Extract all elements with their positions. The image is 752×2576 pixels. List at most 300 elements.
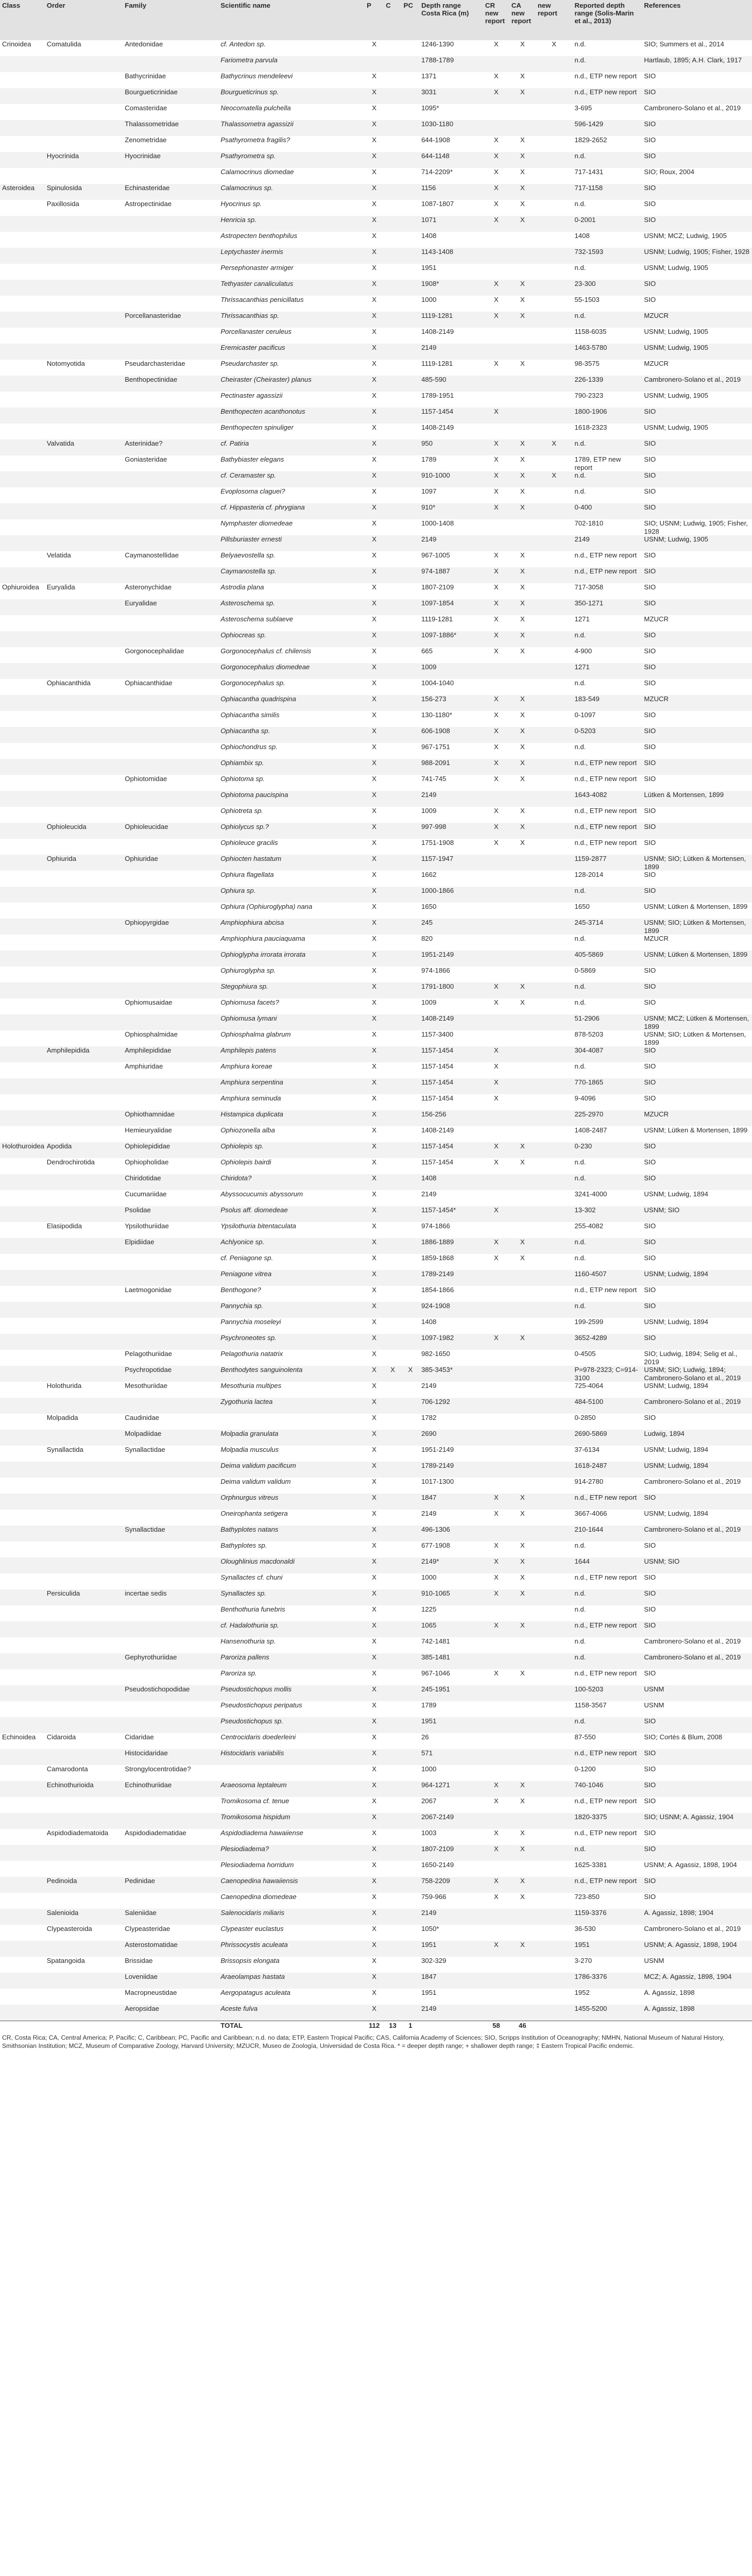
cell-cr-new-report xyxy=(483,1174,509,1190)
cell-ca-new-report: X xyxy=(509,583,536,599)
cell-order xyxy=(45,392,123,408)
cell-pacific: X xyxy=(365,599,384,615)
cell-new-report xyxy=(536,1126,573,1142)
cell-caribbean xyxy=(384,1126,401,1142)
cell-references: MZUCR xyxy=(642,935,752,951)
cell-reported-depth: n.d. xyxy=(572,1158,642,1174)
cell-scientific-name: Molpadia granulata xyxy=(218,1430,365,1446)
table-row xyxy=(0,439,752,455)
cell-pacific-caribbean xyxy=(402,168,419,184)
cell-pacific: X xyxy=(365,1861,384,1877)
cell-caribbean xyxy=(384,679,401,695)
cell-family xyxy=(123,487,218,503)
total-row xyxy=(0,2021,752,2031)
cell-new-report: X xyxy=(536,40,573,56)
cell-reported-depth: n.d., ETP new report xyxy=(572,1286,642,1302)
cell-caribbean xyxy=(384,1078,401,1094)
cell-reported-depth: n.d., ETP new report xyxy=(572,839,642,855)
cell-scientific-name: Benthopecten spinuliger xyxy=(218,423,365,439)
cell-reported-depth: 2690-5869 xyxy=(572,1430,642,1446)
cell-pacific: X xyxy=(365,1605,384,1621)
cell-depth-range: 1751-1908 xyxy=(419,839,483,855)
cell-pacific-caribbean xyxy=(402,1637,419,1653)
cell-caribbean xyxy=(384,743,401,759)
cell-pacific: X xyxy=(365,1046,384,1062)
cell-caribbean xyxy=(384,344,401,360)
cell-family xyxy=(123,1637,218,1653)
cell-caribbean xyxy=(384,1222,401,1238)
cell-order xyxy=(45,88,123,104)
cell-cr-new-report: X xyxy=(483,1797,509,1813)
cell-ca-new-report: X xyxy=(509,280,536,296)
table-row xyxy=(0,88,752,104)
cell-pacific-caribbean xyxy=(402,1845,419,1861)
cell-new-report xyxy=(536,104,573,120)
cell-references: SIO xyxy=(642,663,752,679)
cell-family xyxy=(123,711,218,727)
table-row xyxy=(0,1078,752,1094)
cell-references: SIO xyxy=(642,296,752,312)
cell-references: Cambronero-Solano et al., 2019 xyxy=(642,1478,752,1494)
cell-scientific-name: Araeolampas hastata xyxy=(218,1973,365,1989)
cell-family: Echinasteridae xyxy=(123,184,218,200)
cell-scientific-name: Calamocrinus diomedae xyxy=(218,168,365,184)
cell-reported-depth: 350-1271 xyxy=(572,599,642,615)
cell-order xyxy=(45,695,123,711)
cell-class xyxy=(0,1685,45,1701)
cell-family xyxy=(123,264,218,280)
cell-references: SIO xyxy=(642,1573,752,1589)
cell-references: SIO xyxy=(642,887,752,903)
cell-pacific-caribbean xyxy=(402,1430,419,1446)
cell-ca-new-report: X xyxy=(509,727,536,743)
cell-references: USNM; Lütken & Mortensen, 1899 xyxy=(642,903,752,919)
table-row xyxy=(0,1797,752,1813)
cell-cr-new-report: X xyxy=(483,360,509,376)
cell-pacific: X xyxy=(365,392,384,408)
table-row xyxy=(0,615,752,631)
cell-new-report xyxy=(536,1014,573,1030)
cell-ca-new-report: X xyxy=(509,152,536,168)
cell-caribbean xyxy=(384,1909,401,1925)
table-row xyxy=(0,312,752,328)
cell-reported-depth: 4-900 xyxy=(572,647,642,663)
cell-new-report xyxy=(536,328,573,344)
cell-family: Macropneustidae xyxy=(123,1989,218,2005)
cell-pacific: X xyxy=(365,1526,384,1541)
cell-new-report xyxy=(536,1030,573,1046)
cell-family xyxy=(123,1302,218,1318)
cell-depth-range: 1065 xyxy=(419,1621,483,1637)
cell-reported-depth: n.d. xyxy=(572,631,642,647)
cell-class xyxy=(0,1829,45,1845)
cell-caribbean xyxy=(384,1014,401,1030)
cell-pacific: X xyxy=(365,583,384,599)
cell-class xyxy=(0,727,45,743)
cell-depth-range: 758-2209 xyxy=(419,1877,483,1893)
cell-ca-new-report: X xyxy=(509,1589,536,1605)
cell-caribbean xyxy=(384,392,401,408)
cell-order xyxy=(45,280,123,296)
table-row xyxy=(0,40,752,56)
table-row xyxy=(0,1909,752,1925)
cell-ca-new-report xyxy=(509,1957,536,1973)
table-row xyxy=(0,1062,752,1078)
table-row xyxy=(0,1557,752,1573)
cell-order xyxy=(45,1685,123,1701)
cell-caribbean xyxy=(384,168,401,184)
cell-reported-depth: 183-549 xyxy=(572,695,642,711)
cell-reported-depth: 255-4082 xyxy=(572,1222,642,1238)
cell-class xyxy=(0,1494,45,1510)
cell-new-report xyxy=(536,1398,573,1414)
cell-scientific-name: Tethyaster canaliculatus xyxy=(218,280,365,296)
table-row xyxy=(0,1733,752,1749)
cell-depth-range: 1791-1800 xyxy=(419,982,483,998)
table-footnote: CR, Costa Rica; CA, Central America; P, Pacific; C, Caribbean; PC, Pacific and Caribbean; n.d. no data; ETP, Eastern Tropical Pacific; CAS, California Academy of Sciences; SIO, Scripps Institution of Oceanography; NMHN, National Museum of Natural History, Smithsonian Institution; MCZ, Museum of Comparative Zoology, Harvard University; MZUCR, Museo de Zoología, Universidad de Costa Rica. * = deeper depth range; + shallower depth range; ‡ Eastern Tropical Pacific endemic. xyxy=(2,2034,725,2049)
cell-new-report xyxy=(536,951,573,967)
cell-caribbean xyxy=(384,839,401,855)
cell-pacific: X xyxy=(365,1478,384,1494)
cell-class xyxy=(0,1941,45,1957)
cell-ca-new-report xyxy=(509,1765,536,1781)
cell-family xyxy=(123,168,218,184)
cell-scientific-name: Deima validum pacificum xyxy=(218,1462,365,1478)
cell-pacific: X xyxy=(365,759,384,775)
cell-references: SIO xyxy=(642,743,752,759)
cell-caribbean xyxy=(384,1110,401,1126)
cell-reported-depth: 1820-3375 xyxy=(572,1813,642,1829)
cell-references: SIO xyxy=(642,982,752,998)
cell-cr-new-report xyxy=(483,1398,509,1414)
cell-class xyxy=(0,1989,45,2005)
cell-family xyxy=(123,248,218,264)
cell-order xyxy=(45,1861,123,1877)
cell-new-report xyxy=(536,967,573,982)
cell-family: Cidaridae xyxy=(123,1733,218,1749)
cell-new-report xyxy=(536,1573,573,1589)
cell-pacific-caribbean xyxy=(402,1589,419,1605)
cell-order xyxy=(45,168,123,184)
cell-caribbean xyxy=(384,1765,401,1781)
cell-class xyxy=(0,919,45,935)
cell-cr-new-report xyxy=(483,1350,509,1366)
cell-new-report xyxy=(536,1973,573,1989)
cell-caribbean xyxy=(384,439,401,455)
table-row xyxy=(0,1478,752,1494)
cell-scientific-name: Histocidaris variabilis xyxy=(218,1749,365,1765)
cell-depth-range: 967-1751 xyxy=(419,743,483,759)
cell-pacific: X xyxy=(365,1941,384,1957)
cell-caribbean xyxy=(384,998,401,1014)
cell-reported-depth: 702-1810 xyxy=(572,519,642,535)
cell-pacific-caribbean xyxy=(402,376,419,392)
cell-class xyxy=(0,120,45,136)
cell-references: SIO xyxy=(642,1078,752,1094)
cell-references: MCZ; A. Agassiz, 1898, 1904 xyxy=(642,1973,752,1989)
cell-family: Antedonidae xyxy=(123,40,218,56)
column-header: Class xyxy=(0,0,45,40)
cell-pacific xyxy=(365,56,384,72)
cell-pacific-caribbean xyxy=(402,1158,419,1174)
cell-new-report xyxy=(536,887,573,903)
cell-class xyxy=(0,759,45,775)
cell-class xyxy=(0,1318,45,1334)
cell-depth-range: 974-1866 xyxy=(419,967,483,982)
cell-family: Bathycrinidae xyxy=(123,72,218,88)
cell-reported-depth: n.d. xyxy=(572,1845,642,1861)
cell-family xyxy=(123,1701,218,1717)
cell-references: USNM; Ludwig, 1905 xyxy=(642,423,752,439)
cell-new-report xyxy=(536,88,573,104)
cell-ca-new-report xyxy=(509,1350,536,1366)
cell-depth-range: 964-1271 xyxy=(419,1781,483,1797)
cell-new-report xyxy=(536,679,573,695)
table-row xyxy=(0,1174,752,1190)
cell-reported-depth: 36-530 xyxy=(572,1925,642,1941)
cell-class xyxy=(0,344,45,360)
cell-reported-depth: n.d. xyxy=(572,935,642,951)
table-row xyxy=(0,328,752,344)
cell-class xyxy=(0,1174,45,1190)
cell-reported-depth: 304-4087 xyxy=(572,1046,642,1062)
cell-ca-new-report xyxy=(509,1446,536,1462)
cell-order xyxy=(45,1478,123,1494)
cell-class xyxy=(0,392,45,408)
cell-reported-depth: 0-230 xyxy=(572,1142,642,1158)
cell-reported-depth: 717-3058 xyxy=(572,583,642,599)
cell-reported-depth: n.d., ETP new report xyxy=(572,1573,642,1589)
cell-order xyxy=(45,455,123,471)
cell-pacific-caribbean xyxy=(402,583,419,599)
cell-class xyxy=(0,1813,45,1829)
cell-caribbean xyxy=(384,1989,401,2005)
cell-caribbean xyxy=(384,935,401,951)
cell-family xyxy=(123,727,218,743)
cell-new-report xyxy=(536,136,573,152)
cell-reported-depth: 0-1200 xyxy=(572,1765,642,1781)
cell-class xyxy=(0,951,45,967)
cell-references: SIO; USNM; Ludwig, 1905; Fisher, 1928 xyxy=(642,519,752,535)
cell-references: USNM; SIO; Lütken & Mortensen, 1899 xyxy=(642,919,752,935)
cell-order: Molpadida xyxy=(45,1414,123,1430)
cell-new-report xyxy=(536,1941,573,1957)
cell-new-report xyxy=(536,503,573,519)
cell-class xyxy=(0,1797,45,1813)
column-header: Family xyxy=(123,0,218,40)
cell-order xyxy=(45,503,123,519)
cell-caribbean xyxy=(384,1286,401,1302)
cell-pacific-caribbean xyxy=(402,1126,419,1142)
cell-order: Echinothurioida xyxy=(45,1781,123,1797)
cell-pacific-caribbean xyxy=(402,775,419,791)
cell-order xyxy=(45,775,123,791)
cell-references: SIO xyxy=(642,599,752,615)
cell-ca-new-report: X xyxy=(509,1158,536,1174)
cell-references: USNM; Lütken & Mortensen, 1899 xyxy=(642,1126,752,1142)
cell-scientific-name: Belyaevostella sp. xyxy=(218,551,365,567)
cell-depth-range: 910* xyxy=(419,503,483,519)
cell-reported-depth: 225-2970 xyxy=(572,1110,642,1126)
cell-caribbean xyxy=(384,88,401,104)
cell-ca-new-report xyxy=(509,1717,536,1733)
cell-pacific: X xyxy=(365,1366,384,1382)
cell-class xyxy=(0,1094,45,1110)
cell-depth-range: 1951 xyxy=(419,264,483,280)
cell-pacific: X xyxy=(365,775,384,791)
cell-reported-depth: 1951 xyxy=(572,1941,642,1957)
cell-new-report xyxy=(536,1765,573,1781)
cell-depth-range: 1847 xyxy=(419,1494,483,1510)
table-row xyxy=(0,903,752,919)
cell-caribbean xyxy=(384,1829,401,1845)
cell-reported-depth: n.d. xyxy=(572,1062,642,1078)
table-row xyxy=(0,1286,752,1302)
cell-pacific-caribbean xyxy=(402,1685,419,1701)
cell-pacific: X xyxy=(365,1462,384,1478)
cell-new-report xyxy=(536,935,573,951)
cell-ca-new-report: X xyxy=(509,599,536,615)
cell-scientific-name: Plesiodiadema horridum xyxy=(218,1861,365,1877)
cell-order: Spatangoida xyxy=(45,1957,123,1973)
cell-pacific-caribbean xyxy=(402,1573,419,1589)
cell-depth-range: 1408-2149 xyxy=(419,1014,483,1030)
cell-new-report xyxy=(536,807,573,823)
cell-new-report xyxy=(536,1350,573,1366)
cell-pacific: X xyxy=(365,919,384,935)
cell-pacific-caribbean xyxy=(402,1781,419,1797)
cell-ca-new-report xyxy=(509,1909,536,1925)
cell-class xyxy=(0,887,45,903)
cell-pacific: X xyxy=(365,1414,384,1430)
cell-class xyxy=(0,248,45,264)
cell-depth-range: 1807-2109 xyxy=(419,583,483,599)
cell-caribbean xyxy=(384,919,401,935)
cell-pacific: X xyxy=(365,1254,384,1270)
cell-class xyxy=(0,1430,45,1446)
cell-pacific: X xyxy=(365,152,384,168)
cell-cr-new-report: X xyxy=(483,1669,509,1685)
cell-references: Cambronero-Solano et al., 2019 xyxy=(642,104,752,120)
cell-pacific-caribbean xyxy=(402,1014,419,1030)
cell-class xyxy=(0,1270,45,1286)
cell-reported-depth: 1800-1906 xyxy=(572,408,642,423)
cell-scientific-name: Nymphaster diomedeae xyxy=(218,519,365,535)
cell-cr-new-report xyxy=(483,1925,509,1941)
cell-class xyxy=(0,1446,45,1462)
cell-depth-range: 1157-3400 xyxy=(419,1030,483,1046)
cell-class xyxy=(0,1877,45,1893)
cell-scientific-name: cf. Peniagone sp. xyxy=(218,1254,365,1270)
cell-depth-range: 245 xyxy=(419,919,483,935)
cell-pacific-caribbean xyxy=(402,264,419,280)
cell-caribbean xyxy=(384,1478,401,1494)
cell-family: Synallactidae xyxy=(123,1526,218,1541)
cell-scientific-name: Astrodia plana xyxy=(218,583,365,599)
cell-ca-new-report xyxy=(509,663,536,679)
cell-pacific-caribbean xyxy=(402,72,419,88)
cell-caribbean xyxy=(384,583,401,599)
cell-pacific-caribbean xyxy=(402,1206,419,1222)
cell-scientific-name: Ophiolepis bairdi xyxy=(218,1158,365,1174)
cell-ca-new-report xyxy=(509,1605,536,1621)
cell-pacific-caribbean xyxy=(402,743,419,759)
cell-cr-new-report: X xyxy=(483,1142,509,1158)
cell-cr-new-report xyxy=(483,56,509,72)
cell-order xyxy=(45,535,123,551)
cell-cr-new-report: X xyxy=(483,1238,509,1254)
cell-cr-new-report xyxy=(483,1973,509,1989)
cell-references: SIO; USNM; A. Agassiz, 1904 xyxy=(642,1813,752,1829)
cell-reported-depth: 1160-4507 xyxy=(572,1270,642,1286)
cell-cr-new-report: X xyxy=(483,647,509,663)
cell-order: Salenioida xyxy=(45,1909,123,1925)
cell-class xyxy=(0,982,45,998)
cell-reported-depth: n.d. xyxy=(572,40,642,56)
cell-family: Ophiomusaidae xyxy=(123,998,218,1014)
cell-family: Astropectinidae xyxy=(123,200,218,216)
cell-pacific: X xyxy=(365,1845,384,1861)
cell-references: USNM; MCZ; Lütken & Mortensen, 1899 xyxy=(642,1014,752,1030)
cell-class xyxy=(0,360,45,376)
cell-scientific-name: Synallactes sp. xyxy=(218,1589,365,1605)
cell-depth-range: 156-256 xyxy=(419,1110,483,1126)
cell-new-report xyxy=(536,376,573,392)
cell-references: SIO xyxy=(642,487,752,503)
table-row xyxy=(0,1206,752,1222)
cell-pacific: X xyxy=(365,1893,384,1909)
table-row xyxy=(0,264,752,280)
cell-references: Hartlaub, 1895; A.H. Clark, 1917 xyxy=(642,56,752,72)
cell-pacific-caribbean xyxy=(402,1414,419,1430)
cell-class xyxy=(0,1781,45,1797)
column-header: Scientific name xyxy=(218,0,365,40)
cell-depth-range: 1157-1454 xyxy=(419,1158,483,1174)
cell-cr-new-report xyxy=(483,1382,509,1398)
table-row xyxy=(0,1446,752,1462)
cell-class xyxy=(0,679,45,695)
cell-family: Gorgonocephalidae xyxy=(123,647,218,663)
cell-class xyxy=(0,200,45,216)
cell-scientific-name: Asteroschema sp. xyxy=(218,599,365,615)
cell-new-report xyxy=(536,743,573,759)
cell-pacific-caribbean xyxy=(402,216,419,232)
cell-scientific-name: Caenopedina diomedeae xyxy=(218,1893,365,1909)
cell-caribbean xyxy=(384,807,401,823)
cell-ca-new-report: X xyxy=(509,439,536,455)
cell-ca-new-report: X xyxy=(509,839,536,855)
cell-pacific: X xyxy=(365,935,384,951)
cell-class xyxy=(0,1014,45,1030)
cell-order: Ophiurida xyxy=(45,855,123,871)
cell-caribbean xyxy=(384,1462,401,1478)
cell-pacific: X xyxy=(365,1669,384,1685)
cell-pacific-caribbean xyxy=(402,967,419,982)
table-row xyxy=(0,455,752,471)
cell-pacific: X xyxy=(365,1094,384,1110)
table-row xyxy=(0,1893,752,1909)
cell-new-report xyxy=(536,1270,573,1286)
table-row xyxy=(0,1765,752,1781)
cell-class xyxy=(0,1286,45,1302)
cell-cr-new-report: X xyxy=(483,296,509,312)
cell-new-report xyxy=(536,551,573,567)
cell-caribbean xyxy=(384,1398,401,1414)
cell-cr-new-report xyxy=(483,1446,509,1462)
cell-ca-new-report: X xyxy=(509,1142,536,1158)
table-row xyxy=(0,807,752,823)
cell-family xyxy=(123,967,218,982)
